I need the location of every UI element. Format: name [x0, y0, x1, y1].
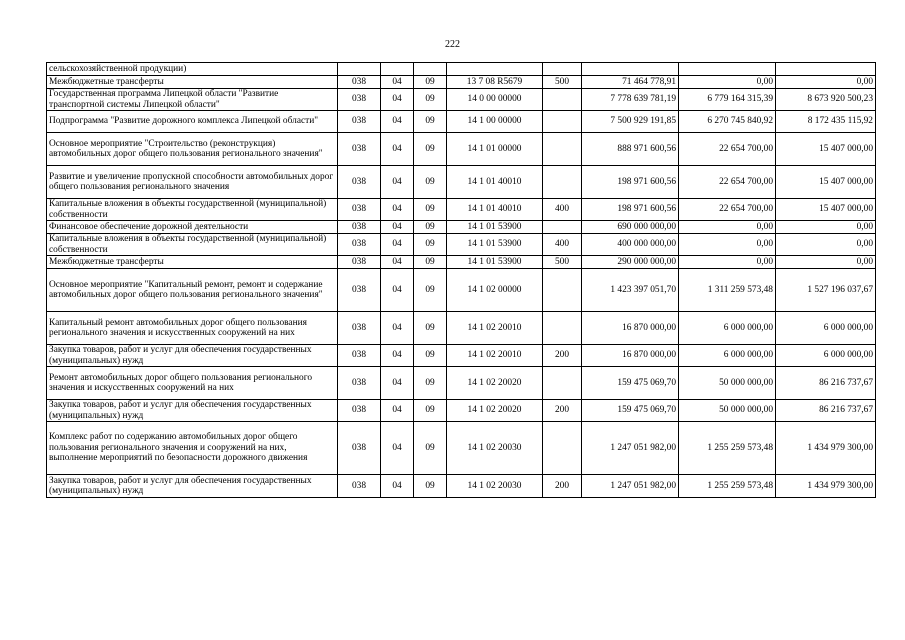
- table-row: [47, 475, 876, 498]
- row-target-article: 14 1 02 20020: [447, 367, 543, 400]
- row-target-article: 14 1 01 00000: [447, 133, 543, 166]
- row-subsection-code: 09: [414, 256, 447, 269]
- row-section-code: 04: [381, 345, 414, 367]
- row-sum-year-3: 0,00: [776, 221, 876, 234]
- row-expense-type: [543, 221, 582, 234]
- row-target-article: [447, 63, 543, 76]
- table-row: [47, 422, 876, 475]
- row-sum-year-1: 690 000 000,00: [582, 221, 679, 234]
- row-sum-year-2: 50 000 000,00: [679, 367, 776, 400]
- table-body: [47, 63, 876, 498]
- row-sum-year-1: 159 475 069,70: [582, 367, 679, 400]
- row-grbs-code: 038: [338, 367, 381, 400]
- table-row: [47, 166, 876, 199]
- row-sum-year-2: 1 311 259 573,48: [679, 269, 776, 312]
- row-name: сельскохозяйственной продукции): [47, 63, 338, 76]
- row-sum-year-3: 1 434 979 300,00: [776, 422, 876, 475]
- row-expense-type: [543, 312, 582, 345]
- row-sum-year-2: 0,00: [679, 234, 776, 256]
- row-target-article: 14 1 01 40010: [447, 166, 543, 199]
- row-expense-type: 200: [543, 345, 582, 367]
- row-sum-year-1: 1 247 051 982,00: [582, 422, 679, 475]
- row-grbs-code: 038: [338, 166, 381, 199]
- row-sum-year-2: 1 255 259 573,48: [679, 422, 776, 475]
- row-expense-type: [543, 166, 582, 199]
- row-section-code: 04: [381, 133, 414, 166]
- row-sum-year-1: 290 000 000,00: [582, 256, 679, 269]
- row-grbs-code: 038: [338, 221, 381, 234]
- row-subsection-code: 09: [414, 475, 447, 498]
- row-expense-type: [543, 111, 582, 133]
- row-sum-year-1: 400 000 000,00: [582, 234, 679, 256]
- row-sum-year-2: 50 000 000,00: [679, 400, 776, 422]
- row-grbs-code: 038: [338, 76, 381, 89]
- row-name: Капитальные вложения в объекты государственной (муниципальной) собственности: [47, 199, 338, 221]
- row-sum-year-1: 71 464 778,91: [582, 76, 679, 89]
- row-section-code: 04: [381, 199, 414, 221]
- row-sum-year-2: 22 654 700,00: [679, 133, 776, 166]
- table-row: [47, 234, 876, 256]
- row-grbs-code: 038: [338, 269, 381, 312]
- row-sum-year-2: 1 255 259 573,48: [679, 475, 776, 498]
- row-grbs-code: 038: [338, 475, 381, 498]
- row-sum-year-1: 16 870 000,00: [582, 345, 679, 367]
- row-section-code: 04: [381, 400, 414, 422]
- row-subsection-code: 09: [414, 367, 447, 400]
- row-sum-year-1: 7 500 929 191,85: [582, 111, 679, 133]
- row-name: Закупка товаров, работ и услуг для обеспечения государственных (муниципальных) нужд: [47, 345, 338, 367]
- row-subsection-code: 09: [414, 76, 447, 89]
- row-subsection-code: 09: [414, 345, 447, 367]
- row-sum-year-3: 15 407 000,00: [776, 166, 876, 199]
- row-section-code: 04: [381, 312, 414, 345]
- row-target-article: 14 1 00 00000: [447, 111, 543, 133]
- row-sum-year-1: 888 971 600,56: [582, 133, 679, 166]
- row-target-article: 14 1 01 53900: [447, 234, 543, 256]
- row-section-code: 04: [381, 475, 414, 498]
- table-row: [47, 76, 876, 89]
- row-target-article: 13 7 08 R5679: [447, 76, 543, 89]
- table-row: [47, 312, 876, 345]
- table-row: [47, 345, 876, 367]
- table-row: [47, 256, 876, 269]
- row-sum-year-3: 15 407 000,00: [776, 199, 876, 221]
- row-sum-year-2: 0,00: [679, 76, 776, 89]
- row-subsection-code: [414, 63, 447, 76]
- row-subsection-code: 09: [414, 89, 447, 111]
- row-sum-year-2: 6 779 164 315,39: [679, 89, 776, 111]
- row-expense-type: 400: [543, 234, 582, 256]
- row-name: Межбюджетные трансферты: [47, 256, 338, 269]
- row-name: Финансовое обеспечение дорожной деятельности: [47, 221, 338, 234]
- row-grbs-code: 038: [338, 89, 381, 111]
- row-subsection-code: 09: [414, 269, 447, 312]
- row-subsection-code: 09: [414, 234, 447, 256]
- row-name: Основное мероприятие "Капитальный ремонт, ремонт и содержание автомобильных дорог общего пользования регионального значения": [47, 269, 338, 312]
- row-name: Капитальный ремонт автомобильных дорог общего пользования регионального значения и искусственных сооружений на них: [47, 312, 338, 345]
- row-target-article: 14 1 01 40010: [447, 199, 543, 221]
- row-name: Капитальные вложения в объекты государственной (муниципальной) собственности: [47, 234, 338, 256]
- row-sum-year-3: 6 000 000,00: [776, 345, 876, 367]
- budget-table: [46, 62, 876, 498]
- row-expense-type: [543, 367, 582, 400]
- row-grbs-code: 038: [338, 199, 381, 221]
- row-expense-type: 400: [543, 199, 582, 221]
- row-expense-type: [543, 89, 582, 111]
- row-sum-year-1: 1 247 051 982,00: [582, 475, 679, 498]
- row-sum-year-1: 7 778 639 781,19: [582, 89, 679, 111]
- row-sum-year-3: 0,00: [776, 76, 876, 89]
- row-expense-type: [543, 133, 582, 166]
- row-subsection-code: 09: [414, 166, 447, 199]
- row-target-article: 14 1 01 53900: [447, 221, 543, 234]
- row-sum-year-3: 0,00: [776, 256, 876, 269]
- row-expense-type: 500: [543, 256, 582, 269]
- row-sum-year-1: 16 870 000,00: [582, 312, 679, 345]
- row-grbs-code: 038: [338, 234, 381, 256]
- row-subsection-code: 09: [414, 133, 447, 166]
- row-name: Основное мероприятие "Строительство (реконструкция) автомобильных дорог общего пользования регионального значения": [47, 133, 338, 166]
- row-section-code: 04: [381, 221, 414, 234]
- row-grbs-code: 038: [338, 345, 381, 367]
- table-row: [47, 199, 876, 221]
- row-expense-type: 200: [543, 475, 582, 498]
- row-sum-year-3: 1 434 979 300,00: [776, 475, 876, 498]
- row-section-code: 04: [381, 256, 414, 269]
- table-row: [47, 63, 876, 76]
- row-section-code: 04: [381, 422, 414, 475]
- row-subsection-code: 09: [414, 400, 447, 422]
- row-sum-year-3: 8 172 435 115,92: [776, 111, 876, 133]
- row-sum-year-3: [776, 63, 876, 76]
- row-target-article: 14 1 02 20030: [447, 422, 543, 475]
- row-target-article: 14 1 02 20010: [447, 312, 543, 345]
- row-sum-year-1: 198 971 600,56: [582, 166, 679, 199]
- row-target-article: 14 1 02 20010: [447, 345, 543, 367]
- table-row: [47, 221, 876, 234]
- row-expense-type: [543, 63, 582, 76]
- row-sum-year-2: 6 270 745 840,92: [679, 111, 776, 133]
- row-subsection-code: 09: [414, 221, 447, 234]
- row-sum-year-3: 8 673 920 500,23: [776, 89, 876, 111]
- row-section-code: 04: [381, 89, 414, 111]
- row-subsection-code: 09: [414, 422, 447, 475]
- row-name: Государственная программа Липецкой области "Развитие транспортной системы Липецкой области": [47, 89, 338, 111]
- row-sum-year-2: [679, 63, 776, 76]
- table-row: [47, 111, 876, 133]
- row-target-article: 14 0 00 00000: [447, 89, 543, 111]
- row-sum-year-2: 6 000 000,00: [679, 345, 776, 367]
- row-sum-year-3: 15 407 000,00: [776, 133, 876, 166]
- row-name: Закупка товаров, работ и услуг для обеспечения государственных (муниципальных) нужд: [47, 400, 338, 422]
- page-number: 222: [445, 39, 460, 50]
- row-sum-year-3: 86 216 737,67: [776, 367, 876, 400]
- row-section-code: 04: [381, 269, 414, 312]
- row-name: Закупка товаров, работ и услуг для обеспечения государственных (муниципальных) нужд: [47, 475, 338, 498]
- table-row: [47, 269, 876, 312]
- row-section-code: 04: [381, 166, 414, 199]
- row-sum-year-3: 0,00: [776, 234, 876, 256]
- row-section-code: 04: [381, 111, 414, 133]
- row-sum-year-3: 86 216 737,67: [776, 400, 876, 422]
- row-grbs-code: 038: [338, 400, 381, 422]
- row-subsection-code: 09: [414, 199, 447, 221]
- row-sum-year-2: 0,00: [679, 256, 776, 269]
- row-grbs-code: [338, 63, 381, 76]
- row-name: Ремонт автомобильных дорог общего пользования регионального значения и искусственных сооружений на них: [47, 367, 338, 400]
- row-sum-year-3: 1 527 196 037,67: [776, 269, 876, 312]
- row-sum-year-1: 159 475 069,70: [582, 400, 679, 422]
- row-grbs-code: 038: [338, 312, 381, 345]
- row-sum-year-2: 22 654 700,00: [679, 166, 776, 199]
- table-row: [47, 400, 876, 422]
- row-subsection-code: 09: [414, 111, 447, 133]
- row-subsection-code: 09: [414, 312, 447, 345]
- row-name: Комплекс работ по содержанию автомобильных дорог общего пользования регионального значения и сооружений на них, выполнение мероприятий по безопасности дорожного движения: [47, 422, 338, 475]
- row-sum-year-2: 6 000 000,00: [679, 312, 776, 345]
- row-name: Подпрограмма "Развитие дорожного комплекса Липецкой области": [47, 111, 338, 133]
- row-target-article: 14 1 02 20020: [447, 400, 543, 422]
- row-sum-year-2: 22 654 700,00: [679, 199, 776, 221]
- table-row: [47, 367, 876, 400]
- row-expense-type: 200: [543, 400, 582, 422]
- table-row: [47, 89, 876, 111]
- row-target-article: 14 1 02 00000: [447, 269, 543, 312]
- row-target-article: 14 1 02 20030: [447, 475, 543, 498]
- table-row: [47, 133, 876, 166]
- row-grbs-code: 038: [338, 111, 381, 133]
- row-section-code: 04: [381, 234, 414, 256]
- row-name: Межбюджетные трансферты: [47, 76, 338, 89]
- row-sum-year-1: 198 971 600,56: [582, 199, 679, 221]
- row-section-code: [381, 63, 414, 76]
- row-grbs-code: 038: [338, 256, 381, 269]
- row-sum-year-3: 6 000 000,00: [776, 312, 876, 345]
- row-sum-year-1: [582, 63, 679, 76]
- row-expense-type: 500: [543, 76, 582, 89]
- row-grbs-code: 038: [338, 133, 381, 166]
- row-expense-type: [543, 422, 582, 475]
- row-sum-year-1: 1 423 397 051,70: [582, 269, 679, 312]
- row-section-code: 04: [381, 76, 414, 89]
- row-expense-type: [543, 269, 582, 312]
- row-section-code: 04: [381, 367, 414, 400]
- row-target-article: 14 1 01 53900: [447, 256, 543, 269]
- row-grbs-code: 038: [338, 422, 381, 475]
- row-sum-year-2: 0,00: [679, 221, 776, 234]
- row-name: Развитие и увеличение пропускной способности автомобильных дорог общего пользования регионального значения: [47, 166, 338, 199]
